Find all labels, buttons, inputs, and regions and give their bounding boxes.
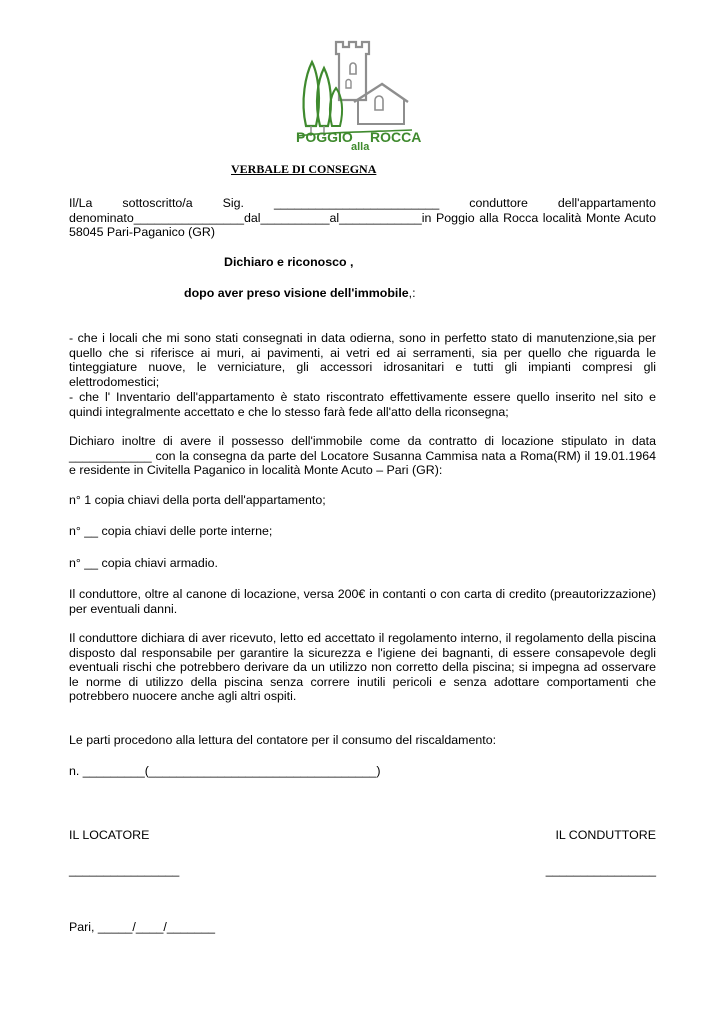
- poggio-alla-rocca-logo: [296, 40, 422, 153]
- conduttore-signature-line: ________________: [545, 863, 656, 877]
- logo-text-rocca: ROCCA: [370, 129, 422, 145]
- locatore-signature-line: ________________: [69, 863, 180, 877]
- intro-paragraph: [69, 196, 656, 240]
- declare-heading: Dichiaro e riconosco ,: [224, 255, 354, 269]
- logo-text-alla: alla: [351, 141, 370, 153]
- locatore-label: IL LOCATORE: [69, 828, 150, 842]
- keys-line-1: n° 1 copia chiavi della porta dell'appartamento;: [69, 493, 326, 507]
- intro-line-1: Il/La sottoscritto/a Sig. ________________________ conduttore dell'appartamento: [69, 196, 656, 210]
- date-line: Pari, _____/____/_______: [69, 920, 216, 934]
- paragraph-locali: - che i locali che mi sono stati consegnati in data odierna, sono in perfetto stato di manutenzione,sia per quello che si riferisce ai muri, ai pavimenti, ai vetri ed ai serramenti, sia per quello che riguarda le tinteggiature nuove, le verniciature, gli accessori idrosanitari e tutti gli impianti compresi gli elettrodomestici;: [69, 331, 656, 389]
- meter-reading-line: n. _________(_________________________________): [69, 764, 381, 778]
- paragraph-contatore: Le parti procedono alla lettura del contatore per il consumo del riscaldamento:: [69, 733, 497, 747]
- keys-line-3: n° __ copia chiavi armadio.: [69, 556, 218, 570]
- paragraph-possesso: Dichiaro inoltre di avere il possesso dell'immobile come da contratto di locazione stipulato in data ____________ con la consegna da parte del Locatore Susanna Cammisa nata a Roma(RM) il 19.01.1964 e residente in Civitella Paganico in località Monte Acuto – Pari (GR):: [69, 434, 656, 478]
- keys-line-2: n° __ copia chiavi delle porte interne;: [69, 524, 273, 538]
- after-view-heading: dopo aver preso visione dell'immobile,:: [184, 286, 416, 300]
- intro-line-3: 58045 Pari-Paganico (GR): [69, 225, 216, 240]
- paragraph-inventario: - che l' Inventario dell'appartamento è stato riscontrato effettivamente essere quello inserito nel sito e quindi integralmente accettato e che lo stesso farà fede all'atto della riconsegna;: [69, 390, 656, 419]
- logo-text-poggio: POGGIO: [296, 129, 353, 145]
- paragraph-canone: Il conduttore, oltre al canone di locazione, versa 200€ in contanti o con carta di credito (preautorizzazione) per eventuali danni.: [69, 587, 656, 616]
- conduttore-label: IL CONDUTTORE: [555, 828, 656, 842]
- document-title: VERBALE DI CONSEGNA: [231, 162, 377, 176]
- paragraph-regolamento: Il conduttore dichiara di aver ricevuto, letto ed accettato il regolamento interno, il regolamento della piscina disposto dal responsabile per garantire la sicurezza e l'igiene dei bagnanti, di essere consapevole degli eventuali rischi che potrebbero derivare da un utilizzo non corretto della piscina; si impegna ad osservare le norme di utilizzo della piscina senza correre inutili pericoli e senza adottare comportamenti che potrebbero nuocere anche agli altri ospiti.: [69, 631, 656, 704]
- intro-line-2: denominato________________dal__________al____________in Poggio alla Rocca località Monte Acuto: [69, 210, 656, 225]
